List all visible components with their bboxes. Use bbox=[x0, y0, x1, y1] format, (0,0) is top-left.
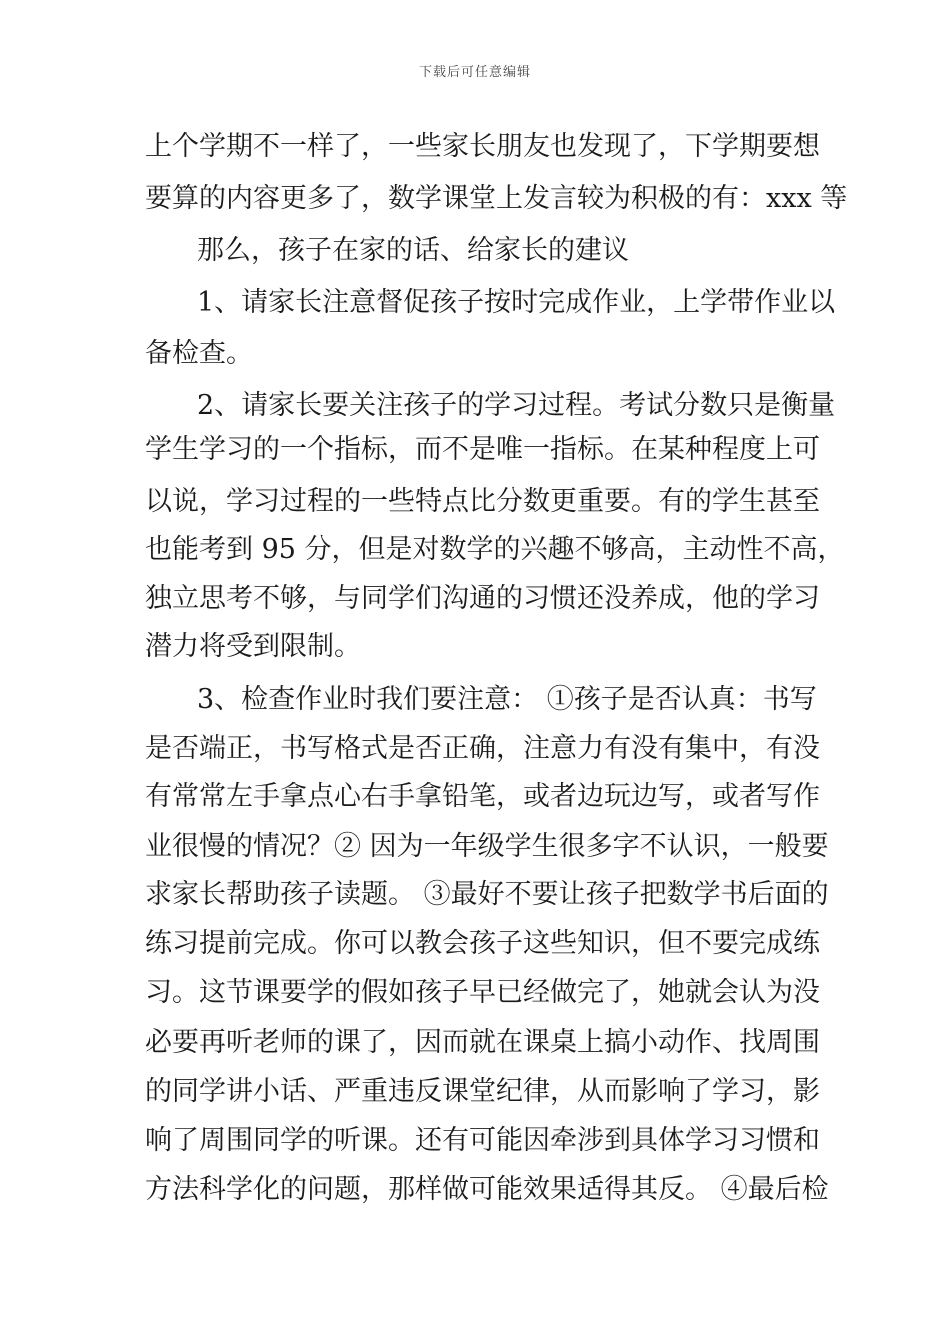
text-line: 习。这节课要学的假如孩子早已经做完了，她就会认为没 bbox=[145, 977, 820, 1008]
text-line: 独立思考不够，与同学们沟通的习惯还没养成，他的学习 bbox=[145, 583, 820, 614]
text-line: 学生学习的一个指标，而不是唯一指标。在某种程度上可 bbox=[145, 434, 820, 465]
text-line: 有常常左手拿点心右手拿铅笔，或者边玩边写，或者写作 bbox=[145, 781, 820, 812]
text-line: 1、请家长注意督促孩子按时完成作业，上学带作业以 bbox=[197, 287, 836, 318]
text-line: 备检查。 bbox=[145, 338, 253, 369]
text-line: 3、检查作业时我们要注意： ①孩子是否认真：书写 bbox=[197, 684, 817, 715]
text-line: 潜力将受到限制。 bbox=[145, 631, 361, 662]
text-line: 必要再听老师的课了，因而就在课桌上搞小动作、找周围 bbox=[145, 1027, 820, 1058]
text-line: 那么，孩子在家的话、给家长的建议 bbox=[197, 235, 629, 266]
text-line: 也能考到 95 分，但是对数学的兴趣不够高，主动性不高， bbox=[145, 534, 845, 565]
text-line: 业很慢的情况？② 因为一年级学生很多字不认识，一般要 bbox=[145, 831, 829, 862]
text-line: 求家长帮助孩子读题。 ③最好不要让孩子把数学书后面的 bbox=[145, 879, 829, 910]
text-line: 要算的内容更多了，数学课堂上发言较为积极的有：xxx 等 bbox=[145, 183, 848, 214]
text-line: 2、请家长要关注孩子的学习过程。考试分数只是衡量 bbox=[197, 390, 836, 421]
page-header: 下载后可任意编辑 bbox=[418, 65, 531, 80]
text-line: 练习提前完成。你可以教会孩子这些知识，但不要完成练 bbox=[145, 928, 820, 959]
text-line: 上个学期不一样了，一些家长朋友也发现了，下学期要想 bbox=[145, 131, 820, 162]
text-line: 以说，学习过程的一些特点比分数更重要。有的学生甚至 bbox=[145, 486, 820, 517]
text-line: 是否端正，书写格式是否正确，注意力有没有集中，有没 bbox=[145, 733, 820, 764]
text-line: 响了周围同学的听课。还有可能因牵涉到具体学习习惯和 bbox=[145, 1125, 820, 1156]
text-line: 的同学讲小话、严重违反课堂纪律，从而影响了学习，影 bbox=[145, 1076, 820, 1107]
text-line: 方法科学化的问题，那样做可能效果适得其反。 ④最后检 bbox=[145, 1174, 829, 1205]
